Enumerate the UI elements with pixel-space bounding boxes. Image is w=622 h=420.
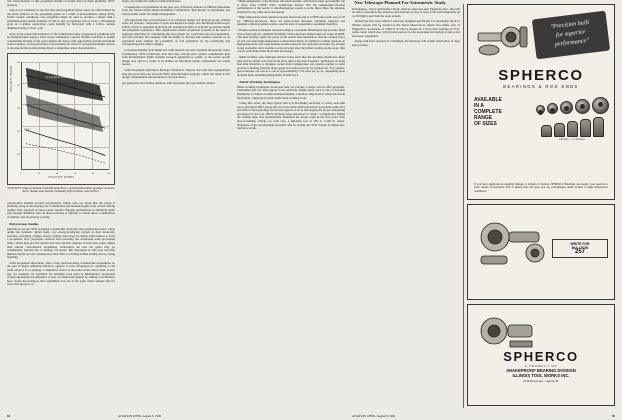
column-divider [463, 4, 464, 408]
x-tick: 60 [73, 172, 77, 176]
product-of-label: A PRODUCT OF [524, 364, 558, 368]
series-label-flexamine: FLEXAMINE BINDER [46, 75, 71, 79]
bearing-icon [560, 101, 573, 114]
bullet-text: Plasma coating techniques used here employ a Giannini Plasmadyne gas powder, fitted with a hand gun for optimum flexibility which develops temperatures of some 25,000F. The heat literally opens the pores of the nozzle base material so that the coating flows on and can resist high-temperature rocket motor blasts. In addition to aiding research on high-temperature and long-duration nozzle research, the operation provides big savings in test programs, since nozzles can be recycled after the initial coating erodes away, thus can be used many times more than previously. [237, 28, 345, 54]
bearing-row [535, 97, 609, 114]
paragraph: tion characteristics of this propellant should overcome more of these problems, NWL believes. [7, 0, 115, 7]
bearing-size-chart [535, 97, 609, 141]
section-heading-polystyrene: Polystyrene Studies [9, 221, 39, 226]
bearing-icon [592, 97, 609, 114]
rod-row [535, 117, 609, 137]
paragraph: Solid Propellant Operations, after a long spell involving considerable expenditure on the part of North American Aviation, appears to have developed its capability to the point where it is to running a competitive factor in the solid rocket motor field. A near age, for example, its capability for handling work such as Minuteman's propulsion system apparently was impaired, at best, an impression gained by talking to technicians here. Today the feeling is that capabilities now are at the point where serious bids for such class projects, or [7, 260, 115, 287]
precision-built-banner [532, 11, 610, 60]
rod-end-icon [567, 121, 578, 137]
bullet-text: High temperature short-duration nozzles have been run at 5,500F plus in the area of 55 sec. Military-sponsored, these are glass-coated silicones, tantalum, tungsten and tungsten carbide graphite nozzles, used in tests of propellants containing metallics. [237, 15, 345, 27]
paragraph: One important step was formation of an advanced design and analysis group, totaling some 60 persons, composed of both Rocketdyne-Conaga and Rocketdyne-McGregor (SPO), which is separated from both the operational sides of both the propulsion liquid and propellant operations. This organization studies propulsion systems on the basis of applying objectivity in considering the best system for a particular known requirement, and also provides the company with the ability to develop and promote systems on an organized basis without the possibility of real prejudices by the underlying and downgrading each other's designs. [122, 17, 230, 47]
spherco-bulletin-ad[interactable] [467, 204, 615, 300]
bearing-icon [575, 99, 590, 114]
spherco-tagline: BEARINGS & ROD ENDS [503, 84, 579, 89]
issue-date-2: August 8, 1960 [376, 414, 396, 418]
rod-end-icon [580, 119, 591, 137]
rod-end-icon [541, 125, 552, 137]
section-heading-metal-working: Metal-Working Techniques [239, 79, 281, 84]
y-axis-label: VISCOSITY, POISES [9, 65, 13, 92]
y-tick: 10⁴ [16, 106, 20, 110]
magazine-title: AVIATION WEEK [118, 414, 142, 418]
available-line-5: OF SIZES [474, 121, 497, 127]
rod-end-illustration [474, 17, 536, 59]
x-tick: 40 [55, 172, 59, 176]
y-tick: 10⁵ [16, 83, 20, 87]
x-tick: 0 [20, 172, 22, 176]
spherco-main-ad[interactable] [467, 4, 615, 200]
paragraph: Washington—Navy will install a 60-in. reflector telescope near Flagstaff, Ariz., that will be able to determine the distances and motions of stars at least at the 16th magnitude up to 100 light years from the solar system. [352, 6, 460, 18]
size-range-note: 1/8 bore — 1-1/4 bore [559, 137, 585, 141]
text-column-4 [352, 0, 460, 50]
caption-line-1: VISCOSITY ranges of Kerthane from 420 paints PIA-5, and Fluoralene binder polymers are [7, 186, 107, 190]
assembly-svg [473, 211, 553, 271]
text-column-3 [237, 0, 345, 133]
y-tick: 10⁶ [16, 60, 20, 64]
advertisement-column [467, 4, 615, 408]
paragraph: Concerted benefits from liquid and solid research are also available through the closer coordination. SPO technicians note that they already have gained considerable help from Rocketdyne's liquid systems research applicable to solids, as the rocket nozzle design area and as a result of its studies on interfacial plastic components for rocket motors. [122, 48, 230, 67]
masthead-right: AVIATION WEEK, August 8, 1960 [352, 414, 396, 418]
masthead-left: AVIATION WEEK, August 8, 1960 [118, 414, 162, 418]
spherco-brand-name: SPHERCO [498, 67, 584, 84]
rod-end-icon [593, 117, 604, 137]
company-name-line-2: ILLINOIS TOOL WORKS INC. [512, 373, 570, 379]
rod-end-svg [474, 17, 536, 59]
x-tick: 100 [107, 172, 111, 176]
available-line-3: COMPLETE [474, 109, 502, 115]
paragraph: Also to be considered is the fact that solid propellant motor sizes are often limited by the strain induced on the propellant grains as a result of pressurization during firing. Under certain conditions, one propellant might be used to produce a motor with a maximum grain outside diameter of 102-in. and a propellant web of 14-in.; a Flexathene grain in a similar application could feasibly be fabricated with a 118-in. outside diameter having a 36-in. web. [7, 8, 115, 31]
x-tick: 80 [91, 172, 95, 176]
available-sizes-block [474, 97, 534, 127]
caption-line-2: shown above. Shaded areas indicate workmanly light and lasers code as PIA-5. [22, 186, 115, 193]
page-number-left: 84 [7, 414, 10, 418]
paragraph: Metal-working techniques developed here are playing a major role in SPO programs. Sometimes they are what appear to be relatively simple ideas, such as use of Swedish Rickzkobe 12 tables on multi-diameter/angular, a method, important in advanced nozzle fabrication, which gives better teeth metal-working body. [237, 84, 345, 100]
paragraph: conservative attitude towards performance claims does not mean that the group is abashing along at developing new formulations and breakthroughs in the current 240-hp regime. New research on more exotic specific impulse performance is definitely under way, though definitive data on these activities is difficult to obtain due to combination of military and proprietary security. [7, 200, 115, 219]
available-line-2: IN A [474, 103, 484, 109]
bearing-cutaway-illustration [476, 311, 536, 351]
article-headline: New Telescope-Planned For Astrometric Study [354, 0, 446, 5]
paragraph: R&D facilities shop manager Robert Jones feels that the machine should has more than paid its initial cost even in the short time it has been installed. Techniques of using heat-sink materials to dissipate rocket motor temperature and plasma-coating to resist erosion is making possible major gains in nozzle research, he pointed out. The plasma-gun technique can cost at a cost of approximately 5.10 cents per sq. in., depending upon material used, including lining made of mild steel. [237, 55, 345, 77]
bearing-icon [547, 103, 558, 114]
spherco-brand-name-bottom: SPHERCO [503, 349, 579, 364]
paragraph: gas generators and turbine spinners, with expansion into gas-turbine starters. [122, 80, 216, 85]
figure-caption [7, 187, 115, 193]
figure-frame [7, 53, 115, 185]
paragraph: Termed the first large reflector telescope designed specifically for astrometry, the $1.5 million system will be located at the Naval Observatory station five miles west of Flagstaff at an altitude of 7,600 ft. It will be housed in a 70-ft-clear building in 35-ft. dome center which also will provide quarters for the personnel and testing of optics and electronic equipment. [352, 19, 460, 38]
rod-end-icon [554, 123, 565, 137]
bearing-icon [536, 105, 545, 114]
bullet-item: • Plasma coating techniques used here employ a Giannini Plasmadyne gas powder, fitted with a hand gun for optimum flexibility which develops temperatures of some 25,000F. The heat literally opens the pores of the nozzle base material so that the coating flows on and can resist high-temperature rocket motor blasts. In addition to aiding research on high-temperature and long-duration nozzle research, the operation provides big savings in test programs, since nozzles can be recycled after the initial coating erodes away, thus can be used many times more than previously. [237, 28, 345, 54]
available-line-4: RANGE [474, 115, 493, 121]
banner-line-1: "Precision built [549, 18, 590, 31]
cutaway-svg [476, 311, 536, 351]
x-tick: 20 [37, 172, 41, 176]
bearing-assembly-illustration [473, 211, 553, 271]
viscosity-figure [7, 53, 115, 199]
y-tick: 10² [16, 152, 20, 156]
paragraph: Tests of the actual characteristics of the formulation under exaggerated conditions will be attempted here using a 10-in. motor containing a special flexible wall liner to permit considerable flexing of the grain against the motor wall aggravating provide maximum strain loadings. Grain perforations will probably be varied to develop maximum stresses to develop further points during firing to determine actual characteristics. [7, 31, 115, 50]
paragraph: Solid Propellant Operations Manager Thomas E. Meyers also said that organizations here has paved the way towards SPO's diversification program, which has taken it into design, development and production of rocket motor [122, 68, 230, 80]
magazine-title-2: AVIATION WEEK [352, 414, 376, 418]
paragraph: Indications are that SPO is putting considerable study into the polystyrene zones, which unlike the synthetic rubber fuels, cost energy-producing oxygen in their molecular structure, providing a higher energy loading when they are mixed with oxidizer to form a propellant. New propellant research here presently has developed some processing items, which may provide motors that have specific impulse of least five points higher than current conventional propellants. Indications are that the gases may go considerably beyond this to perhaps 18 points. But discussion in this area becomes limited rapidly and the expansions in that SPO is avoiding further testing before saying anything. [7, 226, 115, 260]
text-column-1 [7, 0, 115, 289]
company-name-line-1: SHAKEPROOF BEARING DIVISION [506, 368, 576, 374]
text-column-2 [122, 0, 230, 88]
write-line-2: BULLETIN [571, 246, 589, 251]
bullet-text: High-temperature, long-duration uncooled nozzles, which have been successfully run at more than 5,500F, NWL technicians believe that the temperature-abrasion performance of the nozzle is disadvantageous nozzle is some three times the abrasion obtained by any other uncooled nozzle. [237, 0, 345, 14]
bullet-item: • High-temperature, long-duration uncooled nozzles, which have been successfully run at more than 5,500F, NWL technicians believe that the temperature-abrasion performance of the nozzle is disadvantageous nozzle is some three times the abrasion obtained by any other uncooled nozzle. [237, 0, 345, 14]
issue-date: August 8, 1960 [142, 414, 162, 418]
banner-line-2: for superior [555, 28, 587, 39]
paragraph: Considerable reorganization in the past year, following dropout of Phillips Petroleum from the former North American-Phillips combination, thus known as Astrothene, has been possible under the single management. [122, 4, 230, 16]
series-label-pbaa: PBAA [24, 127, 31, 131]
bulletin-number: 257 [574, 249, 585, 256]
ad-body-copy: If you have applications requiring linkage or transfer of motion, SPHERCO Bearings can supply your needs in a wide variety of materials with a quality that will give you top performance under normal or high temperature conditions. [474, 181, 608, 193]
paragraph: Using this cutter, the shop reports that it is machining such-ring or cavity such-mill steel, gets about 200% usage life out of its cutters than previously and spends some 20% less time in final grinding. Its success appears to be in developing the proper sharpening procedure for the tool. SPO's hardware shop developed a "cutter" configuration behind the cutting edge, that automatically maintains the proper edge in the tool years. This drop-it-nothing .010-in. on each step, a full-inch tool at 700 to 1,200 lb. thrust. Extension of the development program calls for testing the SPO version in higher pre-formance series. [237, 101, 345, 131]
bullet-item: • High temperature short-duration nozzles have been run at 5,500F plus in the area of 55 sec. Military-sponsored, these are glass-coated silicones, tantalum, tungsten and tungsten carbide graphite nozzles, used in tests of propellants containing metallics. [237, 15, 345, 27]
company-address: 24 Robinson Ave. • Aurora, Ill. [523, 379, 559, 384]
paragraph: Along with basic research in astrometry, the telescope will permit observation of deep space probes. [352, 39, 460, 47]
available-line-1: AVAILABLE [474, 97, 502, 103]
banner-line-3: performance" [554, 36, 590, 49]
y-tick: 10³ [16, 129, 20, 133]
write-for-bulletin-box[interactable] [552, 239, 608, 258]
x-axis-label: VELOCITY, POISES [48, 176, 74, 180]
page-number-right: 85 [612, 414, 615, 418]
paragraph: larger, are within the realm of achievement here. [122, 0, 182, 3]
manufacturer-block [468, 365, 614, 384]
write-line-1: WRITE FOR [570, 242, 590, 246]
shakeproof-division-ad[interactable] [467, 304, 615, 406]
